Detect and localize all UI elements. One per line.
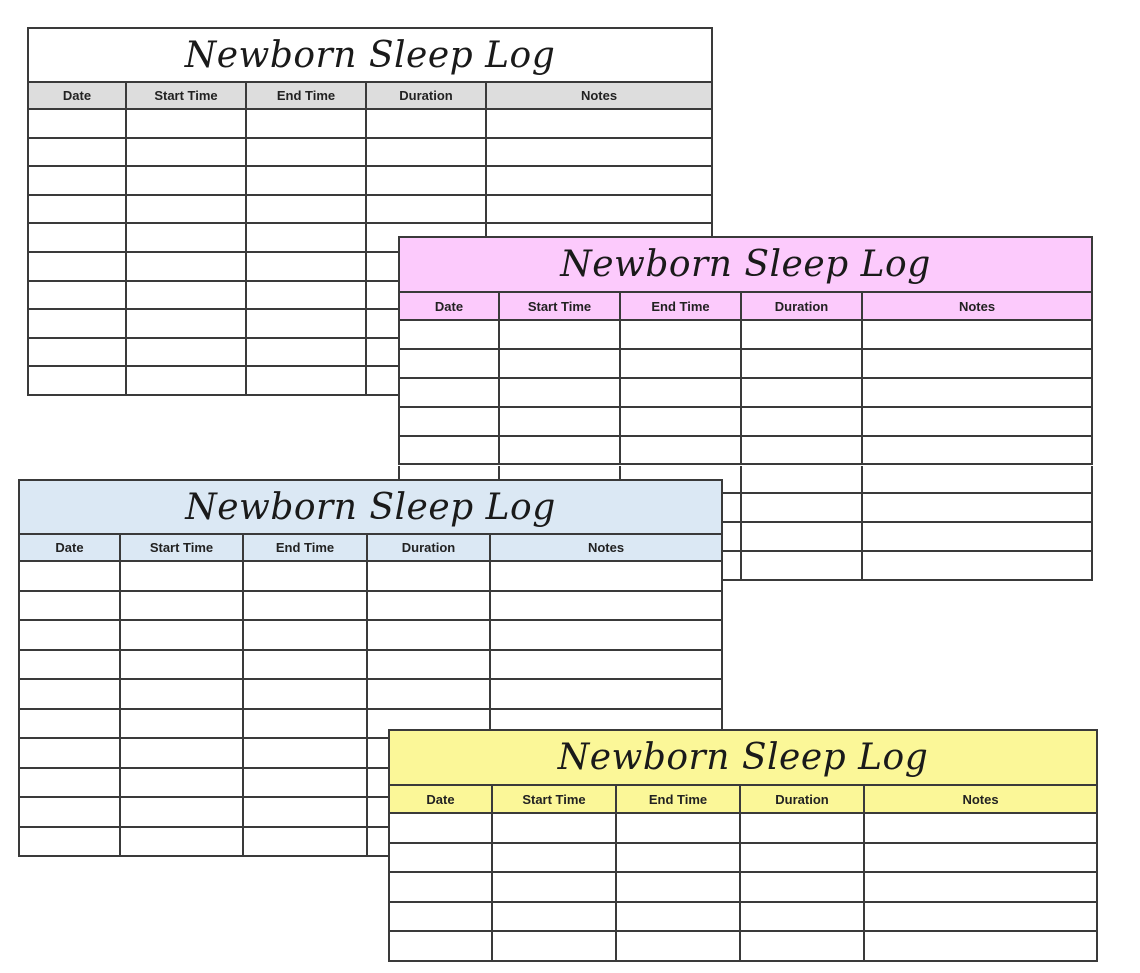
table-cell xyxy=(125,310,245,337)
table-cell xyxy=(119,828,242,856)
table-cell xyxy=(242,828,366,856)
header-row xyxy=(388,786,1098,814)
sleep-log-yellow xyxy=(388,729,1098,973)
table-cell xyxy=(388,903,491,931)
table-cell xyxy=(27,139,125,166)
col-duration: Duration xyxy=(368,535,491,560)
table-cell xyxy=(863,814,1098,842)
table-cell xyxy=(27,367,125,394)
table-cell xyxy=(125,196,245,223)
col-date: Date xyxy=(390,786,493,812)
table-cell xyxy=(18,828,119,856)
table-cell xyxy=(27,110,125,137)
table-cell xyxy=(740,379,861,406)
table-cell xyxy=(498,379,619,406)
table-cell xyxy=(398,350,498,377)
table-cell xyxy=(18,769,119,797)
table-cell xyxy=(18,739,119,767)
table-cell xyxy=(18,562,119,590)
table-cell xyxy=(119,592,242,620)
table-cell xyxy=(485,110,713,137)
sheet-title: Newborn Sleep Log xyxy=(398,236,1093,293)
table-cell xyxy=(119,710,242,738)
col-date: Date xyxy=(20,535,121,560)
table-row xyxy=(398,437,1093,466)
table-cell xyxy=(861,552,1093,579)
table-cell xyxy=(740,494,861,521)
table-cell xyxy=(18,710,119,738)
table-cell xyxy=(119,798,242,826)
table-cell xyxy=(119,621,242,649)
table-cell xyxy=(125,139,245,166)
table-cell xyxy=(863,844,1098,872)
table-cell xyxy=(245,310,365,337)
table-cell xyxy=(27,310,125,337)
table-cell xyxy=(366,651,489,679)
table-row xyxy=(18,562,723,592)
table-cell xyxy=(863,873,1098,901)
table-cell xyxy=(125,253,245,280)
col-start-time: Start Time xyxy=(127,83,247,108)
table-cell xyxy=(861,437,1093,464)
table-cell xyxy=(119,680,242,708)
table-cell xyxy=(861,321,1093,348)
table-cell xyxy=(615,844,739,872)
table-cell xyxy=(498,350,619,377)
table-cell xyxy=(125,282,245,309)
col-date: Date xyxy=(29,83,127,108)
table-cell xyxy=(619,321,740,348)
col-notes: Notes xyxy=(587,540,625,555)
table-cell xyxy=(365,167,485,194)
table-row xyxy=(398,350,1093,379)
table-cell xyxy=(489,680,723,708)
table-cell xyxy=(245,224,365,251)
col-end-time: End Time xyxy=(617,786,741,812)
header-row xyxy=(18,535,723,562)
table-row xyxy=(27,196,713,225)
table-cell xyxy=(398,379,498,406)
table-row xyxy=(18,651,723,681)
col-end-time: End Time xyxy=(247,83,367,108)
table-cell xyxy=(398,408,498,435)
table-cell xyxy=(245,196,365,223)
table-cell xyxy=(242,798,366,826)
table-cell xyxy=(27,224,125,251)
table-cell xyxy=(739,932,863,960)
table-cell xyxy=(388,814,491,842)
table-cell xyxy=(491,873,615,901)
table-cell xyxy=(245,339,365,366)
table-cell xyxy=(861,379,1093,406)
table-cell xyxy=(242,739,366,767)
table-cell xyxy=(245,110,365,137)
table-cell xyxy=(245,139,365,166)
table-cell xyxy=(861,523,1093,550)
table-cell xyxy=(619,379,740,406)
table-cell xyxy=(27,282,125,309)
col-notes: Notes xyxy=(962,791,999,807)
table-cell xyxy=(491,903,615,931)
table-cell xyxy=(398,437,498,464)
table-row xyxy=(398,321,1093,350)
table-cell xyxy=(245,253,365,280)
col-duration: Duration xyxy=(741,786,865,812)
table-row xyxy=(388,932,1098,962)
table-cell xyxy=(125,339,245,366)
table-cell xyxy=(388,844,491,872)
header-row xyxy=(398,293,1093,321)
col-end-time: End Time xyxy=(621,293,742,319)
table-cell xyxy=(245,167,365,194)
col-end-time: End Time xyxy=(244,535,368,560)
table-cell xyxy=(388,873,491,901)
table-cell xyxy=(18,798,119,826)
table-cell xyxy=(485,167,713,194)
table-cell xyxy=(498,437,619,464)
table-cell xyxy=(861,350,1093,377)
table-cell xyxy=(739,873,863,901)
col-duration: Duration xyxy=(742,293,863,319)
table-cell xyxy=(615,873,739,901)
table-row xyxy=(388,873,1098,903)
table-cell xyxy=(615,814,739,842)
table-cell xyxy=(740,523,861,550)
table-cell xyxy=(615,903,739,931)
table-cell xyxy=(485,139,713,166)
col-date: Date xyxy=(400,293,500,319)
table-cell xyxy=(491,844,615,872)
table-cell xyxy=(489,621,723,649)
table-cell xyxy=(863,932,1098,960)
table-cell xyxy=(18,592,119,620)
table-cell xyxy=(365,110,485,137)
table-cell xyxy=(119,739,242,767)
table-cell xyxy=(861,494,1093,521)
table-cell xyxy=(619,408,740,435)
table-cell xyxy=(242,769,366,797)
col-start-time: Start Time xyxy=(493,786,617,812)
table-cell xyxy=(18,680,119,708)
table-cell xyxy=(245,282,365,309)
table-cell xyxy=(125,224,245,251)
table-row xyxy=(27,110,713,139)
table-cell xyxy=(739,844,863,872)
table-cell xyxy=(119,769,242,797)
table-cell xyxy=(740,321,861,348)
table-row xyxy=(27,139,713,168)
table-cell xyxy=(27,196,125,223)
table-cell xyxy=(740,437,861,464)
sheet-title: Newborn Sleep Log xyxy=(27,27,713,83)
table-row xyxy=(388,814,1098,844)
col-start-time: Start Time xyxy=(500,293,621,319)
table-cell xyxy=(388,932,491,960)
table-cell xyxy=(740,350,861,377)
table-cell xyxy=(489,562,723,590)
table-cell xyxy=(740,408,861,435)
sheet-title: Newborn Sleep Log xyxy=(18,479,723,535)
table-row xyxy=(18,621,723,651)
table-cell xyxy=(489,592,723,620)
table-cell xyxy=(739,814,863,842)
table-row xyxy=(398,379,1093,408)
table-cell xyxy=(861,466,1093,493)
table-cell xyxy=(365,196,485,223)
table-cell xyxy=(489,651,723,679)
table-cell xyxy=(242,710,366,738)
table-cell xyxy=(863,903,1098,931)
table-cell xyxy=(242,562,366,590)
table-row xyxy=(388,844,1098,874)
table-cell xyxy=(18,621,119,649)
table-cell xyxy=(27,167,125,194)
table-cell xyxy=(615,932,739,960)
col-notes: Notes xyxy=(958,298,996,314)
table-row xyxy=(388,903,1098,933)
table-cell xyxy=(498,321,619,348)
table-cell xyxy=(485,196,713,223)
table-cell xyxy=(365,139,485,166)
table-cell xyxy=(119,651,242,679)
table-cell xyxy=(27,339,125,366)
table-cell xyxy=(740,466,861,493)
table-cell xyxy=(242,651,366,679)
table-cell xyxy=(125,367,245,394)
table-cell xyxy=(491,932,615,960)
table-cell xyxy=(366,680,489,708)
header-row xyxy=(27,83,713,110)
table-cell xyxy=(861,408,1093,435)
table-cell xyxy=(619,350,740,377)
table-cell xyxy=(366,621,489,649)
table-cell xyxy=(18,651,119,679)
table-cell xyxy=(739,903,863,931)
col-notes: Notes xyxy=(580,88,618,103)
table-cell xyxy=(27,253,125,280)
col-duration: Duration xyxy=(367,83,487,108)
table-cell xyxy=(619,437,740,464)
table-cell xyxy=(740,552,861,579)
table-row xyxy=(398,408,1093,437)
table-row xyxy=(27,167,713,196)
table-row xyxy=(18,592,723,622)
table-cell xyxy=(245,367,365,394)
table-cell xyxy=(366,592,489,620)
table-row xyxy=(18,680,723,710)
table-cell xyxy=(125,167,245,194)
table-cell xyxy=(242,592,366,620)
table-cell xyxy=(119,562,242,590)
table-cell xyxy=(498,408,619,435)
col-start-time: Start Time xyxy=(121,535,244,560)
table-cell xyxy=(366,562,489,590)
table-cell xyxy=(491,814,615,842)
table-cell xyxy=(398,321,498,348)
table-cell xyxy=(125,110,245,137)
table-cell xyxy=(242,621,366,649)
table-cell xyxy=(242,680,366,708)
sheet-title: Newborn Sleep Log xyxy=(388,729,1098,786)
